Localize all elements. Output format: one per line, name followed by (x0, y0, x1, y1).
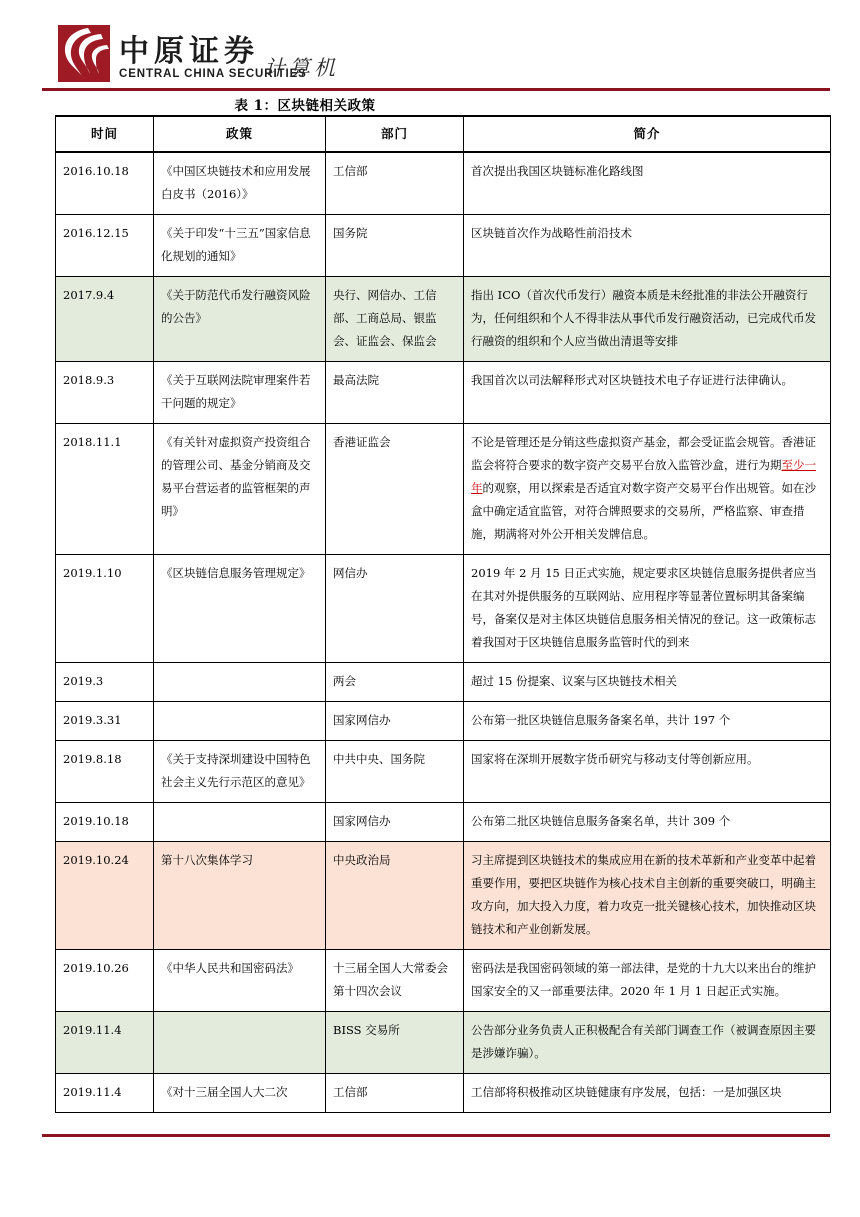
cell-policy (154, 701, 326, 740)
table-row (56, 214, 831, 276)
table-header-row (56, 116, 831, 152)
cell-policy: 《关于支持深圳建设中国特色社会主义先行示范区的意见》 (154, 740, 326, 802)
cell-dept: 工信部 (326, 152, 464, 215)
cell-time: 2019.11.4 (56, 1011, 154, 1073)
cell-policy: 第十八次集体学习 (154, 841, 326, 949)
cell-dept: 最高法院 (326, 361, 464, 423)
table-row (56, 701, 831, 740)
cell-desc: 公布第二批区块链信息服务备案名单，共计 309 个 (464, 802, 831, 841)
brand-name-en: CENTRAL CHINA SECURITIES (119, 68, 307, 80)
cell-time: 2019.10.24 (56, 841, 154, 949)
page-header (0, 0, 860, 92)
blockchain-policy-table (55, 115, 831, 1113)
table-row (56, 949, 831, 1011)
cell-dept: 工信部 (326, 1073, 464, 1112)
column-header-policy: 政策 (154, 116, 326, 152)
cell-time: 2019.3 (56, 662, 154, 701)
table-body (56, 152, 831, 1113)
cell-desc: 区块链首次作为战略性前沿技术 (464, 214, 831, 276)
cell-dept: 国家网信办 (326, 802, 464, 841)
table-row (56, 361, 831, 423)
cell-desc: 公布第一批区块链信息服务备案名单，共计 197 个 (464, 701, 831, 740)
cell-desc: 密码法是我国密码领域的第一部法律，是党的十九大以来出台的维护国家安全的又一部重要法律。2020 年 1 月 1 日起正式实施。 (464, 949, 831, 1011)
cell-dept: 两会 (326, 662, 464, 701)
cell-desc (464, 423, 831, 554)
cell-desc: 2019 年 2 月 15 日正式实施，规定要求区块链信息服务提供者应当在其对外提供服务的互联网站、应用程序等显著位置标明其备案编号，备案仅是对主体区块链信息服务相关情况的登记。这一政策标志着我国对于区块链信息服务监管时代的到来 (464, 554, 831, 662)
cell-dept: 中央政治局 (326, 841, 464, 949)
table-caption: 表 1：区块链相关政策 (234, 98, 376, 114)
cell-policy (154, 662, 326, 701)
cell-desc: 习主席提到区块链技术的集成应用在新的技术革新和产业变革中起着重要作用，要把区块链作为核心技术自主创新的重要突破口，明确主攻方向，加大投入力度，着力攻克一批关键核心技术，加快推动区块链技术和产业创新发展。 (464, 841, 831, 949)
table-row (56, 1073, 831, 1112)
cell-time: 2018.9.3 (56, 361, 154, 423)
column-header-dept: 部门 (326, 116, 464, 152)
cell-policy: 《关于防范代币发行融资风险的公告》 (154, 276, 326, 361)
cell-time: 2018.11.1 (56, 423, 154, 554)
cell-policy (154, 1011, 326, 1073)
cell-time: 2019.11.4 (56, 1073, 154, 1112)
cell-desc: 首次提出我国区块链标准化路线图 (464, 152, 831, 215)
cell-desc: 工信部将积极推动区块链健康有序发展，包括：一是加强区块 (464, 1073, 831, 1112)
column-header-time: 时间 (56, 116, 154, 152)
cell-desc: 指出 ICO（首次代币发行）融资本质是未经批准的非法公开融资行为，任何组织和个人不得非法从事代币发行融资活动，已完成代币发行融资的组织和个人应当做出清退等安排 (464, 276, 831, 361)
cell-dept: 十三届全国人大常委会第十四次会议 (326, 949, 464, 1011)
table-row (56, 276, 831, 361)
cell-policy: 《中国区块链技术和应用发展白皮书（2016）》 (154, 152, 326, 215)
cell-time: 2019.10.18 (56, 802, 154, 841)
cell-policy: 《关于印发“十三五”国家信息化规划的通知》 (154, 214, 326, 276)
table-row (56, 841, 831, 949)
cell-time: 2019.1.10 (56, 554, 154, 662)
cell-time: 2017.9.4 (56, 276, 154, 361)
cell-dept: 央行、网信办、工信部、工商总局、银监会、证监会、保监会 (326, 276, 464, 361)
cell-dept: 香港证监会 (326, 423, 464, 554)
header-divider (42, 88, 830, 91)
desc-text-pre: 不论是管理还是分销这些虚拟资产基金，都会受证监会规管。香港证监会将符合要求的数字资产交易平台放入监管沙盒，进行为期 (471, 434, 816, 472)
central-china-securities-logo-icon (58, 25, 110, 82)
table-row (56, 152, 831, 215)
cell-desc: 超过 15 份提案、议案与区块链技术相关 (464, 662, 831, 701)
cell-policy: 《区块链信息服务管理规定》 (154, 554, 326, 662)
cell-desc: 国家将在深圳开展数字货币研究与移动支付等创新应用。 (464, 740, 831, 802)
cell-time: 2016.12.15 (56, 214, 154, 276)
cell-time: 2019.3.31 (56, 701, 154, 740)
cell-dept: 中共中央、国务院 (326, 740, 464, 802)
table-row (56, 662, 831, 701)
cell-policy: 《关于互联网法院审理案件若干问题的规定》 (154, 361, 326, 423)
cell-policy: 《对十三届全国人大二次 (154, 1073, 326, 1112)
cell-policy (154, 802, 326, 841)
table-row (56, 802, 831, 841)
column-header-desc: 简介 (464, 116, 831, 152)
cell-desc: 公告部分业务负责人正积极配合有关部门调查工作（被调查原因主要是涉嫌诈骗）。 (464, 1011, 831, 1073)
table-row (56, 1011, 831, 1073)
cell-policy: 《中华人民共和国密码法》 (154, 949, 326, 1011)
table-row (56, 740, 831, 802)
cell-dept: BISS 交易所 (326, 1011, 464, 1073)
table-row (56, 423, 831, 554)
cell-time: 2019.10.26 (56, 949, 154, 1011)
brand-name-cn: 中原证券 (119, 33, 259, 69)
cell-policy: 《有关针对虚拟资产投资组合的管理公司、基金分销商及交易平台营运者的监管框架的声明》 (154, 423, 326, 554)
cell-time: 2016.10.18 (56, 152, 154, 215)
sector-label: 计算机 (264, 56, 339, 80)
cell-dept: 网信办 (326, 554, 464, 662)
footer-divider (42, 1134, 830, 1137)
desc-text-post: 的观察，用以探索是否适宜对数字资产交易平台作出规管。如在沙盒中确定适宜监管，对符合牌照要求的交易所，严格监察、审查措施，期满将对外公开相关发牌信息。 (471, 480, 816, 541)
table-row (56, 554, 831, 662)
cell-desc: 我国首次以司法解释形式对区块链技术电子存证进行法律确认。 (464, 361, 831, 423)
cell-time: 2019.8.18 (56, 740, 154, 802)
desc-highlight-mark: 至少一年 (471, 457, 816, 495)
cell-dept: 国务院 (326, 214, 464, 276)
cell-dept: 国家网信办 (326, 701, 464, 740)
